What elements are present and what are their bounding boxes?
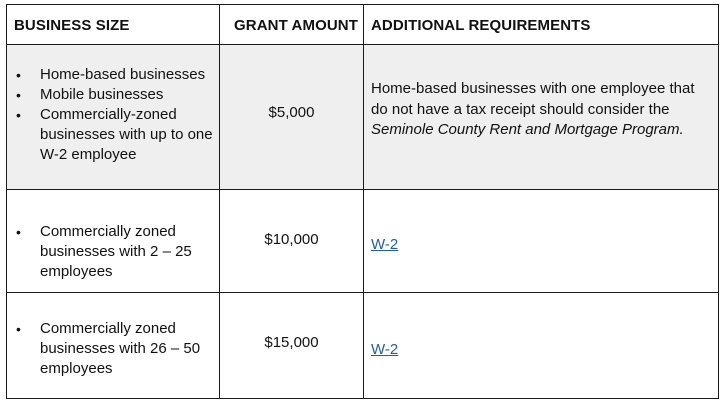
requirements-text	[371, 79, 710, 141]
business-size-cell	[7, 293, 220, 398]
header-additional-requirements: ADDITIONAL REQUIREMENTS	[371, 17, 591, 34]
grant-amount: $10,000	[264, 231, 319, 248]
list-item: • Commercially zoned businesses with 26 – 50 employees	[7, 319, 213, 379]
grant-amount: $5,000	[268, 104, 315, 121]
list-item: • Commercially-zoned businesses with up to one W-2 employee	[7, 105, 213, 165]
business-size-list	[7, 319, 213, 379]
grant-table	[6, 4, 719, 399]
grant-amount-cell	[220, 45, 364, 189]
grant-amount-cell	[220, 190, 364, 292]
program-name: Seminole County Rent and Mortgage Program.	[371, 121, 684, 138]
w2-link[interactable]: W-2	[371, 341, 399, 358]
header-row	[7, 5, 718, 45]
header-business-size: BUSINESS SIZE	[14, 17, 130, 34]
grant-amount-cell	[220, 293, 364, 398]
header-cell-business-size	[7, 5, 220, 44]
business-size-list	[7, 222, 213, 282]
table-row	[7, 45, 718, 190]
table-row	[7, 190, 718, 293]
requirements-plain: Home-based businesses with one employee that do not have a tax receipt should consider the	[371, 80, 695, 118]
requirements-cell	[364, 190, 718, 292]
grant-amount: $15,000	[264, 334, 319, 351]
w2-link[interactable]: W-2	[371, 236, 399, 253]
requirements-cell	[364, 293, 718, 398]
header-cell-additional-requirements	[364, 5, 718, 44]
header-cell-grant-amount	[220, 5, 364, 44]
business-size-list	[7, 65, 213, 165]
list-item: • Commercially zoned businesses with 2 – 25 employees	[7, 222, 213, 282]
list-item: • Home-based businesses	[7, 65, 213, 85]
table-row	[7, 293, 718, 398]
header-grant-amount: GRANT AMOUNT	[234, 17, 358, 34]
requirements-cell	[364, 45, 718, 189]
business-size-cell	[7, 190, 220, 292]
list-item: • Mobile businesses	[7, 85, 213, 105]
business-size-cell	[7, 45, 220, 189]
